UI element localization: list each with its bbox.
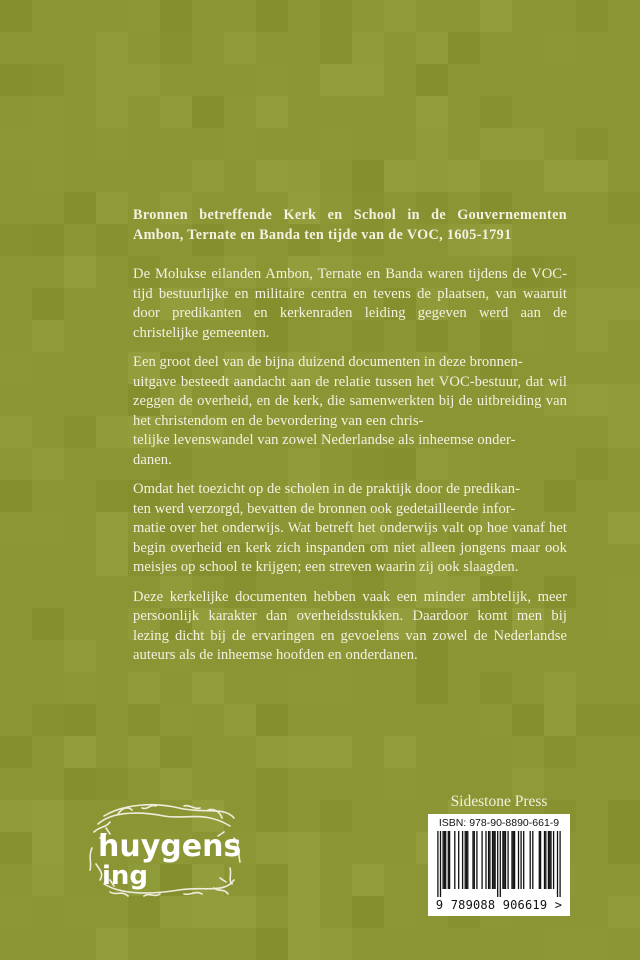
barcode-bar <box>472 831 473 889</box>
background-tile <box>0 928 32 960</box>
background-tile <box>64 928 96 960</box>
background-tile <box>320 0 352 32</box>
barcode-bar <box>445 831 446 889</box>
background-tile <box>576 672 608 704</box>
background-tile <box>608 672 640 704</box>
paragraph: Deze kerkelijke documenten hebben vaak een minder ambtelijk, meer persoonlijk karakter dan overheidsstukken. Daardoor komt men bij lezing dicht bij de ervaringen en gevoelens van zowel de Nederlandse auteurs als de inheemse hoofden en onderdanen. <box>133 588 567 663</box>
background-tile <box>64 672 96 704</box>
paragraph: Een groot deel van de bijna duizend documenten in deze bronnen- uitgave besteedt aandacht aan de relatie tussen het VOC-bestuur, dat wil zeggen de overheid, en de kerk, die samenwerkten bij de uitbreiding van het christendom en de bevordering van een chris- telijke levenswandel van zowel Nederlandse als inheemse onder- danen. <box>133 354 567 468</box>
background-tile <box>0 352 32 384</box>
background-tile <box>32 96 64 128</box>
barcode-bar <box>550 831 551 889</box>
barcode-bar <box>497 831 498 897</box>
background-tile <box>256 736 288 768</box>
background-tile <box>352 864 384 896</box>
background-tile <box>544 32 576 64</box>
background-tile <box>64 192 96 224</box>
background-tile <box>544 704 576 736</box>
barcode-bar <box>532 831 533 889</box>
barcode-bar <box>559 831 560 897</box>
background-tile <box>512 160 544 192</box>
barcode-bar <box>485 831 486 889</box>
background-tile <box>608 704 640 736</box>
background-tile <box>96 64 128 96</box>
background-tile <box>576 128 608 160</box>
barcode-bar <box>488 831 489 889</box>
background-tile <box>352 896 384 928</box>
background-tile <box>480 96 512 128</box>
background-tile <box>128 64 160 96</box>
barcode-bar <box>500 831 501 897</box>
background-tile <box>192 96 224 128</box>
background-tile <box>32 320 64 352</box>
background-tile <box>224 96 256 128</box>
background-tile <box>288 672 320 704</box>
background-tile <box>576 0 608 32</box>
barcode-bar <box>511 831 512 889</box>
background-tile <box>96 480 128 512</box>
background-tile <box>608 608 640 640</box>
barcode-box <box>428 814 570 916</box>
background-tile <box>512 736 544 768</box>
background-tile <box>352 0 384 32</box>
background-tile <box>544 928 576 960</box>
background-tile <box>96 768 128 800</box>
paragraph: De Molukse eilanden Ambon, Ternate en Banda waren tijdens de VOC-tijd bestuurlijke en militaire centra en tevens de plaatsen, van waaruit door predikanten en kerkenraden leiding gegeven werd aan de christelijke gemeenten. <box>133 266 567 341</box>
background-tile <box>256 64 288 96</box>
background-tile <box>576 768 608 800</box>
isbn-label: ISBN: 978-90-8890-661-9 <box>438 817 560 829</box>
background-tile <box>608 192 640 224</box>
background-tile <box>256 96 288 128</box>
background-tile <box>480 704 512 736</box>
background-tile <box>384 896 416 928</box>
barcode-bar <box>440 831 441 897</box>
background-tile <box>288 928 320 960</box>
barcode-bar <box>466 831 467 889</box>
background-tile <box>576 288 608 320</box>
barcode-bar <box>448 831 449 889</box>
background-tile <box>0 32 32 64</box>
background-tile <box>160 704 192 736</box>
background-tile <box>96 128 128 160</box>
background-tile <box>0 800 32 832</box>
background-tile <box>32 224 64 256</box>
background-tile <box>0 896 32 928</box>
background-tile <box>96 544 128 576</box>
background-tile <box>608 576 640 608</box>
barcode-bar <box>557 831 558 897</box>
background-tile <box>96 224 128 256</box>
background-tile <box>320 928 352 960</box>
barcode-bar <box>437 831 438 897</box>
background-tile <box>384 0 416 32</box>
background-tile <box>416 704 448 736</box>
background-tile <box>96 416 128 448</box>
barcode-bar <box>454 831 455 889</box>
background-tile <box>576 384 608 416</box>
background-tile <box>320 672 352 704</box>
barcode-arrow: > <box>554 898 563 912</box>
barcode-bar <box>462 831 463 889</box>
background-tile <box>576 896 608 928</box>
background-tile <box>384 64 416 96</box>
background-tile <box>320 800 352 832</box>
background-tile <box>544 160 576 192</box>
background-tile <box>544 672 576 704</box>
background-tile <box>576 736 608 768</box>
barcode-bar <box>502 831 503 889</box>
barcode-bar <box>548 831 549 889</box>
barcode-bar <box>518 831 519 889</box>
background-tile <box>352 64 384 96</box>
background-tile <box>64 512 96 544</box>
barcode-bar <box>530 831 531 889</box>
background-tile <box>64 704 96 736</box>
barcode-block <box>428 793 570 916</box>
background-tile <box>64 256 96 288</box>
background-tile <box>160 32 192 64</box>
background-tile <box>480 672 512 704</box>
background-tile <box>64 288 96 320</box>
barcode-bar <box>507 831 508 889</box>
paragraph: Omdat het toezicht op de scholen in de praktijk door de predikan- ten werd verzorgd, bevatten de bronnen ook gedetailleerde infor- matie over het onderwijs. Wat betreft het onderwijs valt op hoe vanaf het begin overheid en kerk zich inspanden om niet alleen jongens maar ook meisjes op school te krijgen; een streven waarin zij ook slaagden. <box>133 481 567 575</box>
background-tile <box>512 704 544 736</box>
background-tile <box>224 768 256 800</box>
barcode-bar <box>544 831 545 889</box>
background-tile <box>288 832 320 864</box>
background-tile <box>128 672 160 704</box>
back-cover-text <box>133 205 567 676</box>
background-tile <box>480 128 512 160</box>
logo-word-huygens: huygens <box>98 829 242 864</box>
background-tile <box>224 704 256 736</box>
barcode-bar <box>444 831 445 889</box>
barcode-bar <box>494 831 495 889</box>
background-tile <box>96 512 128 544</box>
background-tile <box>544 736 576 768</box>
background-tile <box>32 128 64 160</box>
barcode-bar <box>481 831 482 889</box>
background-tile <box>64 416 96 448</box>
background-tile <box>320 64 352 96</box>
background-tile <box>96 928 128 960</box>
background-tile <box>0 0 32 32</box>
background-tile <box>288 160 320 192</box>
barcode-bar <box>549 831 550 889</box>
background-tile <box>0 64 32 96</box>
background-tile <box>256 704 288 736</box>
publisher-name: Sidestone Press <box>450 793 548 810</box>
background-tile <box>32 608 64 640</box>
background-tile <box>96 96 128 128</box>
background-tile <box>416 672 448 704</box>
background-tile <box>416 128 448 160</box>
background-tile <box>160 768 192 800</box>
background-tile <box>160 928 192 960</box>
background-tile <box>416 96 448 128</box>
barcode-bar <box>513 831 514 889</box>
background-tile <box>608 512 640 544</box>
barcode-bar <box>505 831 506 889</box>
barcode-graphic <box>433 831 565 897</box>
background-tile <box>32 288 64 320</box>
background-tile <box>448 160 480 192</box>
background-tile <box>384 96 416 128</box>
background-tile <box>320 128 352 160</box>
background-tile <box>32 704 64 736</box>
barcode-bar <box>476 831 477 889</box>
background-tile <box>608 896 640 928</box>
barcode-bar <box>540 831 541 889</box>
background-tile <box>32 64 64 96</box>
background-tile <box>576 704 608 736</box>
background-tile <box>608 800 640 832</box>
background-tile <box>192 160 224 192</box>
barcode-bar <box>539 831 540 889</box>
background-tile <box>64 640 96 672</box>
background-tile <box>384 768 416 800</box>
background-tile <box>64 736 96 768</box>
barcode-bar <box>493 831 494 889</box>
background-tile <box>192 672 224 704</box>
background-tile <box>608 416 640 448</box>
background-tile <box>128 704 160 736</box>
background-tile <box>608 288 640 320</box>
background-tile <box>32 640 64 672</box>
barcode-bar <box>442 831 443 889</box>
barcode-bar <box>514 831 515 889</box>
background-tile <box>160 736 192 768</box>
logo-word-ing: ing <box>102 861 149 891</box>
background-tile <box>0 832 32 864</box>
barcode-bar <box>553 831 554 889</box>
background-tile <box>0 736 32 768</box>
background-tile <box>320 736 352 768</box>
background-tile <box>0 128 32 160</box>
background-tile <box>256 768 288 800</box>
barcode-bar <box>465 831 466 889</box>
background-tile <box>32 800 64 832</box>
background-tile <box>96 704 128 736</box>
background-tile <box>288 736 320 768</box>
barcode-bar <box>449 831 450 889</box>
background-tile <box>576 928 608 960</box>
barcode-bar <box>474 831 475 889</box>
background-tile <box>352 32 384 64</box>
background-tile <box>160 96 192 128</box>
background-tile <box>0 480 32 512</box>
barcode-bar <box>458 831 459 889</box>
background-tile <box>96 192 128 224</box>
background-tile <box>32 448 64 480</box>
book-title: Bronnen betreffende Kerk en School in de Gouvernementen Ambon, Ternate en Banda ten tijde van de VOC, 1605-1791 <box>133 207 567 243</box>
barcode-bar <box>489 831 490 889</box>
background-tile <box>64 768 96 800</box>
background-tile <box>32 160 64 192</box>
background-tile <box>32 512 64 544</box>
background-tile <box>384 736 416 768</box>
background-tile <box>160 0 192 32</box>
background-tile <box>352 160 384 192</box>
background-tile <box>384 160 416 192</box>
background-tile <box>0 512 32 544</box>
background-tile <box>608 64 640 96</box>
background-tile <box>384 864 416 896</box>
background-tile <box>480 928 512 960</box>
barcode-bar <box>520 831 521 889</box>
background-tile <box>256 928 288 960</box>
background-tile <box>256 0 288 32</box>
background-tile <box>608 384 640 416</box>
background-tile <box>128 736 160 768</box>
background-tile <box>224 32 256 64</box>
background-tile <box>320 32 352 64</box>
barcode-digits <box>428 898 570 912</box>
background-tile <box>32 832 64 864</box>
huygens-ing-logo <box>84 798 242 902</box>
background-tile <box>576 320 608 352</box>
background-tile <box>448 704 480 736</box>
background-tile <box>608 160 640 192</box>
background-tile <box>608 832 640 864</box>
background-tile <box>96 32 128 64</box>
barcode-bar <box>467 831 468 889</box>
background-tile <box>576 448 608 480</box>
background-tile <box>288 864 320 896</box>
background-tile <box>64 448 96 480</box>
background-tile <box>416 160 448 192</box>
background-tile <box>512 128 544 160</box>
background-tile <box>256 160 288 192</box>
background-tile <box>128 0 160 32</box>
huygens-ing-logo-graphic <box>84 798 242 902</box>
background-tile <box>256 832 288 864</box>
background-tile <box>576 160 608 192</box>
background-tile <box>448 32 480 64</box>
background-tile <box>224 128 256 160</box>
barcode-bar <box>492 831 493 889</box>
background-tile <box>256 864 288 896</box>
barcode-digits-text: 9 789088 906619 <box>435 898 548 912</box>
background-tile <box>96 608 128 640</box>
background-tile <box>416 64 448 96</box>
background-tile <box>288 896 320 928</box>
background-tile <box>0 224 32 256</box>
barcode-bar <box>523 831 524 889</box>
background-tile <box>608 96 640 128</box>
background-tile <box>0 416 32 448</box>
background-tile <box>32 864 64 896</box>
barcode-bar <box>504 831 505 889</box>
background-tile <box>544 128 576 160</box>
background-tile <box>0 448 32 480</box>
barcode-bar <box>545 831 546 889</box>
background-tile <box>480 0 512 32</box>
background-tile <box>416 32 448 64</box>
background-tile <box>256 800 288 832</box>
background-tile <box>448 928 480 960</box>
background-tile <box>96 640 128 672</box>
